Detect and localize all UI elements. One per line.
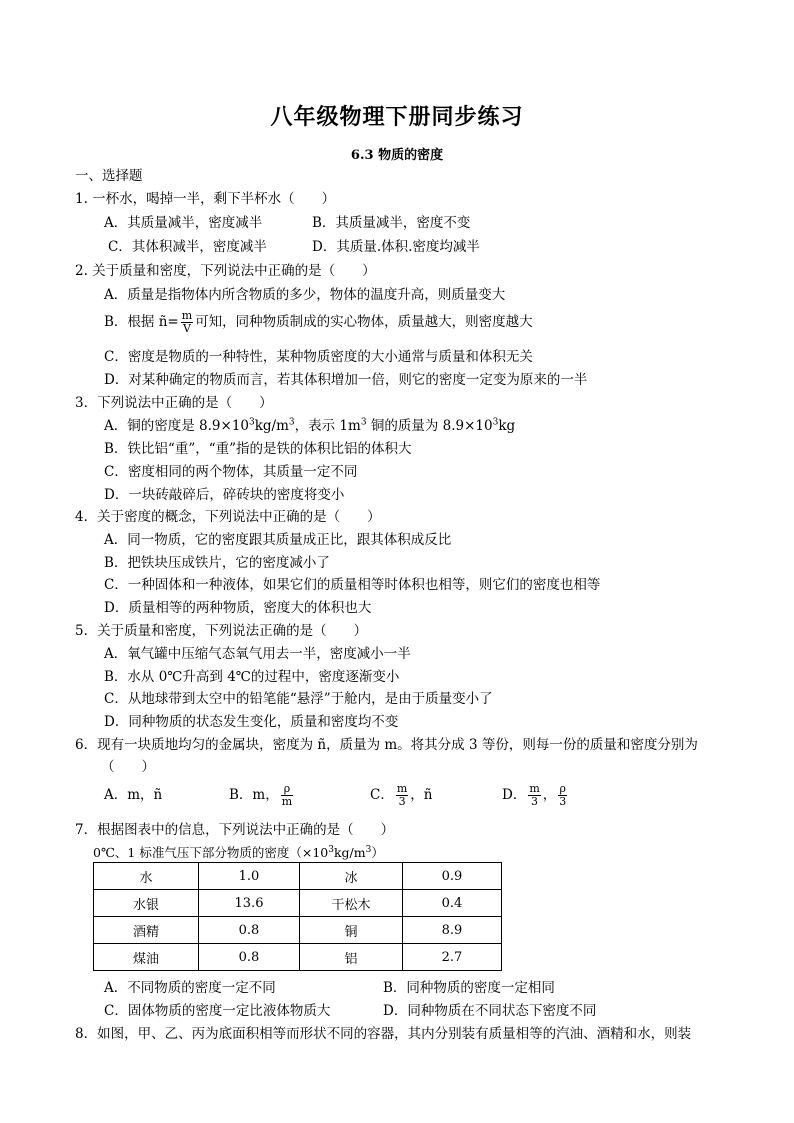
fraction-m-over-3: $\frac{m}{3}$ bbox=[529, 782, 540, 808]
question-4-option-c: C．一种固体和一种液体，如果它们的质量相等时体积也相等，则它们的密度也相等 bbox=[104, 577, 601, 593]
question-2-option-b bbox=[104, 310, 533, 335]
question-3-option-b: B．铁比铝“重”，“重”指的是铁的体积比铝的体积大 bbox=[104, 441, 412, 457]
fraction-rho-over-m: $\frac{\rho}{m}$ bbox=[281, 782, 293, 808]
question-7-option-c: C．固体物质的密度一定比液体物质大 bbox=[104, 1003, 331, 1019]
question-3-stem: 3．下列说法中正确的是（ ） bbox=[75, 395, 273, 411]
question-1-stem: 1. 一杯水，喝掉一半，剩下半杯水（ ） bbox=[75, 191, 336, 207]
table-cell: 煤油 bbox=[94, 944, 199, 971]
table-row bbox=[94, 863, 502, 890]
question-6-option-d: D． $\frac{m}{3}$ ， $\frac{\rho}{3}$ bbox=[502, 782, 567, 808]
table-cell: 干松木 bbox=[300, 890, 403, 917]
question-6-option-c: C． $\frac{m}{3}$ ，ñ bbox=[370, 782, 433, 808]
question-8-stem: 8．如图，甲、乙、丙为底面积相等而形状不同的容器，其内分别装有质量相等的汽油、酒精和水，则装 bbox=[75, 1026, 692, 1042]
table-cell: 2.7 bbox=[403, 944, 502, 971]
question-3-option-c: C．密度相同的两个物体，其质量一定不同 bbox=[104, 464, 358, 480]
table-cell: 13.6 bbox=[199, 890, 300, 917]
table-row bbox=[94, 917, 502, 944]
section-heading: 一、选择题 bbox=[75, 168, 143, 184]
table-cell: 1.0 bbox=[199, 863, 300, 890]
question-1-option-c: C．其体积减半，密度减半 bbox=[108, 239, 267, 255]
table-cell: 0.4 bbox=[403, 890, 502, 917]
fraction-m-over-3: $\frac{m}{3}$ bbox=[396, 782, 408, 808]
table-cell: 0.9 bbox=[403, 863, 502, 890]
fraction-rho-over-3: $\frac{\rho}{3}$ bbox=[559, 782, 567, 808]
question-7-option-d: D．同种物质在不同状态下密度不同 bbox=[383, 1003, 597, 1019]
table-row bbox=[94, 890, 502, 917]
question-6-option-a: A．m，ñ bbox=[104, 787, 163, 803]
question-2-option-d: D．对某种确定的物质而言，若其体积增加一倍，则它的密度一定变为原来的一半 bbox=[104, 372, 588, 388]
question-5-option-d: D．同种物质的状态发生变化，质量和密度均不变 bbox=[104, 714, 399, 730]
question-1-option-b: B．其质量减半，密度不变 bbox=[312, 215, 471, 231]
table-row bbox=[94, 944, 502, 971]
question-3-option-a: A．铜的密度是 $8.9\times 10^3kg/m^3$，表示 $1m^3$ 铜的质量为 $8.9\times 10^3kg$ bbox=[104, 417, 516, 434]
question-5-option-c: C．从地球带到太空中的铅笔能“悬浮”于舱内，是由于质量变小了 bbox=[104, 691, 493, 707]
question-6-stem-continued: （ ） bbox=[101, 759, 155, 775]
question-4-stem: 4．关于密度的概念，下列说法中正确的是（ ） bbox=[75, 509, 381, 525]
fraction-m-over-v: $\frac{m}{V}$ bbox=[181, 309, 193, 335]
question-5-stem: 5．关于质量和密度，下列说法正确的是（ ） bbox=[75, 623, 368, 639]
question-2-option-b-prefix: B．根据 ñ= bbox=[104, 314, 179, 330]
question-1-option-d: D．其质量.体积.密度均减半 bbox=[312, 239, 480, 255]
question-2-option-a: A．质量是指物体内所含物质的多少，物体的温度升高，则质量变大 bbox=[104, 287, 506, 303]
page-subtitle: 6.3 物质的密度 bbox=[350, 148, 444, 163]
question-5-option-a: A．氧气罐中压缩气态氧气用去一半，密度减小一半 bbox=[104, 646, 411, 662]
question-4-option-a: A．同一物质，它的密度跟其质量成正比，跟其体积成反比 bbox=[104, 532, 452, 548]
question-4-option-d: D．质量相等的两种物质，密度大的体积也大 bbox=[104, 600, 372, 616]
table-cell: 0.8 bbox=[199, 917, 300, 944]
question-6-option-b: B．m， $\frac{\rho}{m}$ bbox=[229, 782, 293, 808]
question-7-option-b: B．同种物质的密度一定相同 bbox=[383, 980, 555, 996]
density-table bbox=[93, 862, 502, 971]
table-cell: 水 bbox=[94, 863, 199, 890]
question-7-stem: 7．根据图表中的信息，下列说法中正确的是（ ） bbox=[75, 822, 395, 838]
question-2-stem: 2. 关于质量和密度，下列说法中正确的是（ ） bbox=[75, 263, 376, 279]
page-title: 八年级物理下册同步练习 bbox=[270, 104, 524, 130]
table-cell: 冰 bbox=[300, 863, 403, 890]
question-1-option-a: A．其质量减半，密度减半 bbox=[104, 215, 263, 231]
table-cell: 铜 bbox=[300, 917, 403, 944]
question-2-option-c: C．密度是物质的一种特性，某种物质密度的大小通常与质量和体积无关 bbox=[104, 349, 533, 365]
question-4-option-b: B．把铁块压成铁片，它的密度减小了 bbox=[104, 555, 330, 571]
table-cell: 水银 bbox=[94, 890, 199, 917]
table-caption: 0℃、1 标准气压下部分物质的密度$(\times 10^3kg/m^3)$ bbox=[93, 844, 384, 860]
table-cell: 酒精 bbox=[94, 917, 199, 944]
question-3-option-d: D．一块砖敲碎后，碎砖块的密度将变小 bbox=[104, 487, 345, 503]
question-2-option-b-text: 可知，同种物质制成的实心物体，质量越大，则密度越大 bbox=[195, 314, 533, 330]
table-cell: 铝 bbox=[300, 944, 403, 971]
table-cell: 8.9 bbox=[403, 917, 502, 944]
question-7-option-a: A．不同物质的密度一定不同 bbox=[104, 980, 276, 996]
question-5-option-b: B．水从 0℃升高到 4℃的过程中，密度逐渐变小 bbox=[104, 669, 400, 685]
question-6-stem: 6．现有一块质地均匀的金属块，密度为 ñ，质量为 m。将其分成 3 等份，则每一份的质量和密度分别为 bbox=[75, 737, 698, 753]
table-cell: 0.8 bbox=[199, 944, 300, 971]
